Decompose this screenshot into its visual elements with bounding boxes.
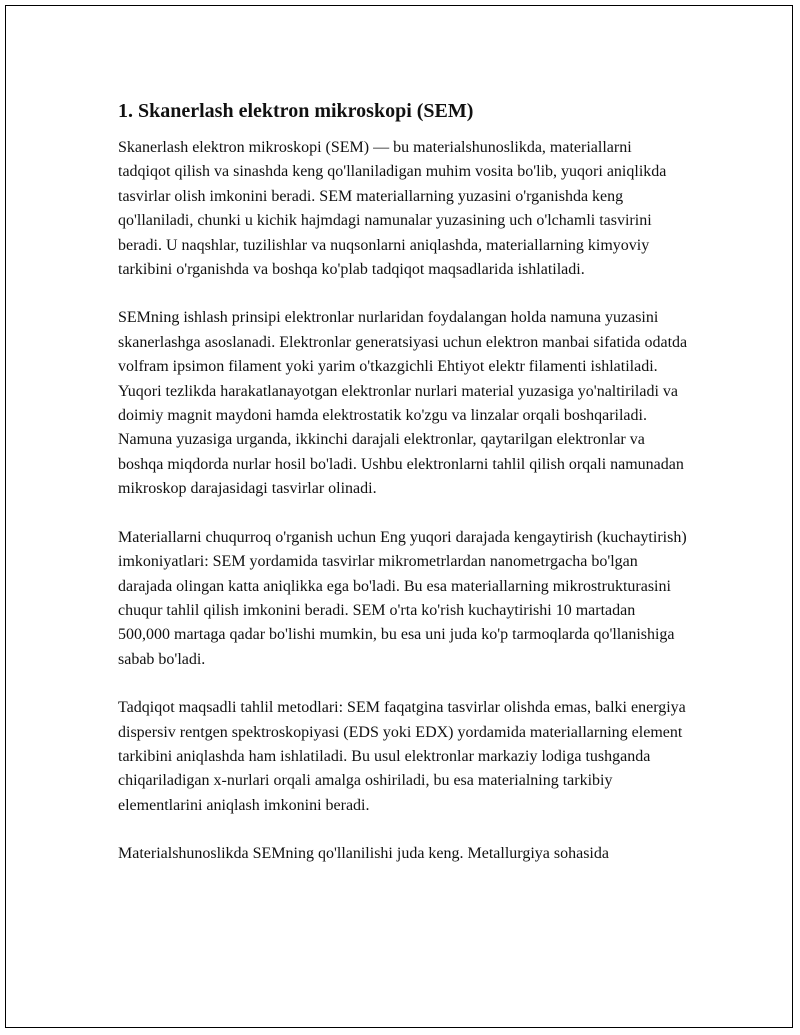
paragraph-3: Materiallarni chuqurroq o'rganish uchun Eng yuqori darajada kengaytirish (kuchaytirish) imkoniyatlari: SEM yordamida tasvirlar mikrometrlardan nanometrgacha bo'lgan darajada olingan katta aniqlikka ega bo'ladi. Bu esa materiallarning mikrostrukturasini chuqur tahlil qilish imkonini beradi. SEM o'rta ko'rish kuchaytirishi 10 martadan 500,000 martaga qadar bo'lishi mumkin, bu esa uni juda ko'p tarmoqlarda qo'llanishiga sabab bo'ladi.: [118, 528, 687, 668]
paragraph-4: Tadqiqot maqsadli tahlil metodlari: SEM faqatgina tasvirlar olishda emas, balki energiya dispersiv rentgen spektroskopiyasi (EDS yoki EDX) yordamida materiallarning element tarkibini aniqlashda ham ishlatiladi. Bu usul elektronlar markaziy lodiga tushganda chiqariladigan x-nurlari orqali amalga oshiriladi, bu esa materialning tarkibiy elementlarini aniqlash imkonini beradi.: [118, 699, 686, 814]
paragraph-2: SEMning ishlash prinsipi elektronlar nurlaridan foydalangan holda namuna yuzasini skanerlashga asoslanadi. Elektronlar generatsiyasi uchun elektron manbai sifatida odatda volfram ipsimon filament yoki yarim o'tkazgichli Ehtiyot elektr filamenti ishlatiladi. Yuqori tezlikda harakatlanayotgan elektronlar nurlari material yuzasiga yo'naltiriladi va doimiy magnit maydoni hamda elektrostatik ko'zgu va linzalar orqali boshqariladi. Namuna yuzasiga urganda, ikkinchi darajali elektronlar, qaytarilgan elektronlar va boshqa miqdorda nurlar hosil bo'ladi. Ushbu elektronlarni tahlil qilish orqali namunadan mikroskop darajasidagi tasvirlar olinadi.: [118, 309, 688, 498]
paragraph-1: Skanerlash elektron mikroskopi (SEM) — bu materialshunoslikda, materiallarni tadqiqot qilish va sinashda keng qo'llaniladigan muhim vosita bo'lib, yuqori aniqlikda tasvirlar olish imkonini beradi. SEM materiallarning yuzasini o'rganishda keng qo'llaniladi, chunki u kichik hajmdagi namunalar yuzasining uch o'lchamli tasvirini beradi. U naqshlar, tuzilishlar va nuqsonlarni aniqlashda, materiallarning kimyoviy tarkibini o'rganishda va boshqa ko'plab tadqiqot maqsadlarida ishlatiladi.: [118, 139, 667, 279]
document-page: [5, 5, 793, 1028]
paragraph-5: Materialshunoslikda SEMning qo'llanilishi juda keng. Metallurgiya sohasida: [118, 845, 609, 863]
document-content: [118, 98, 688, 891]
section-heading: 1. Skanerlash elektron mikroskopi (SEM): [118, 100, 474, 122]
